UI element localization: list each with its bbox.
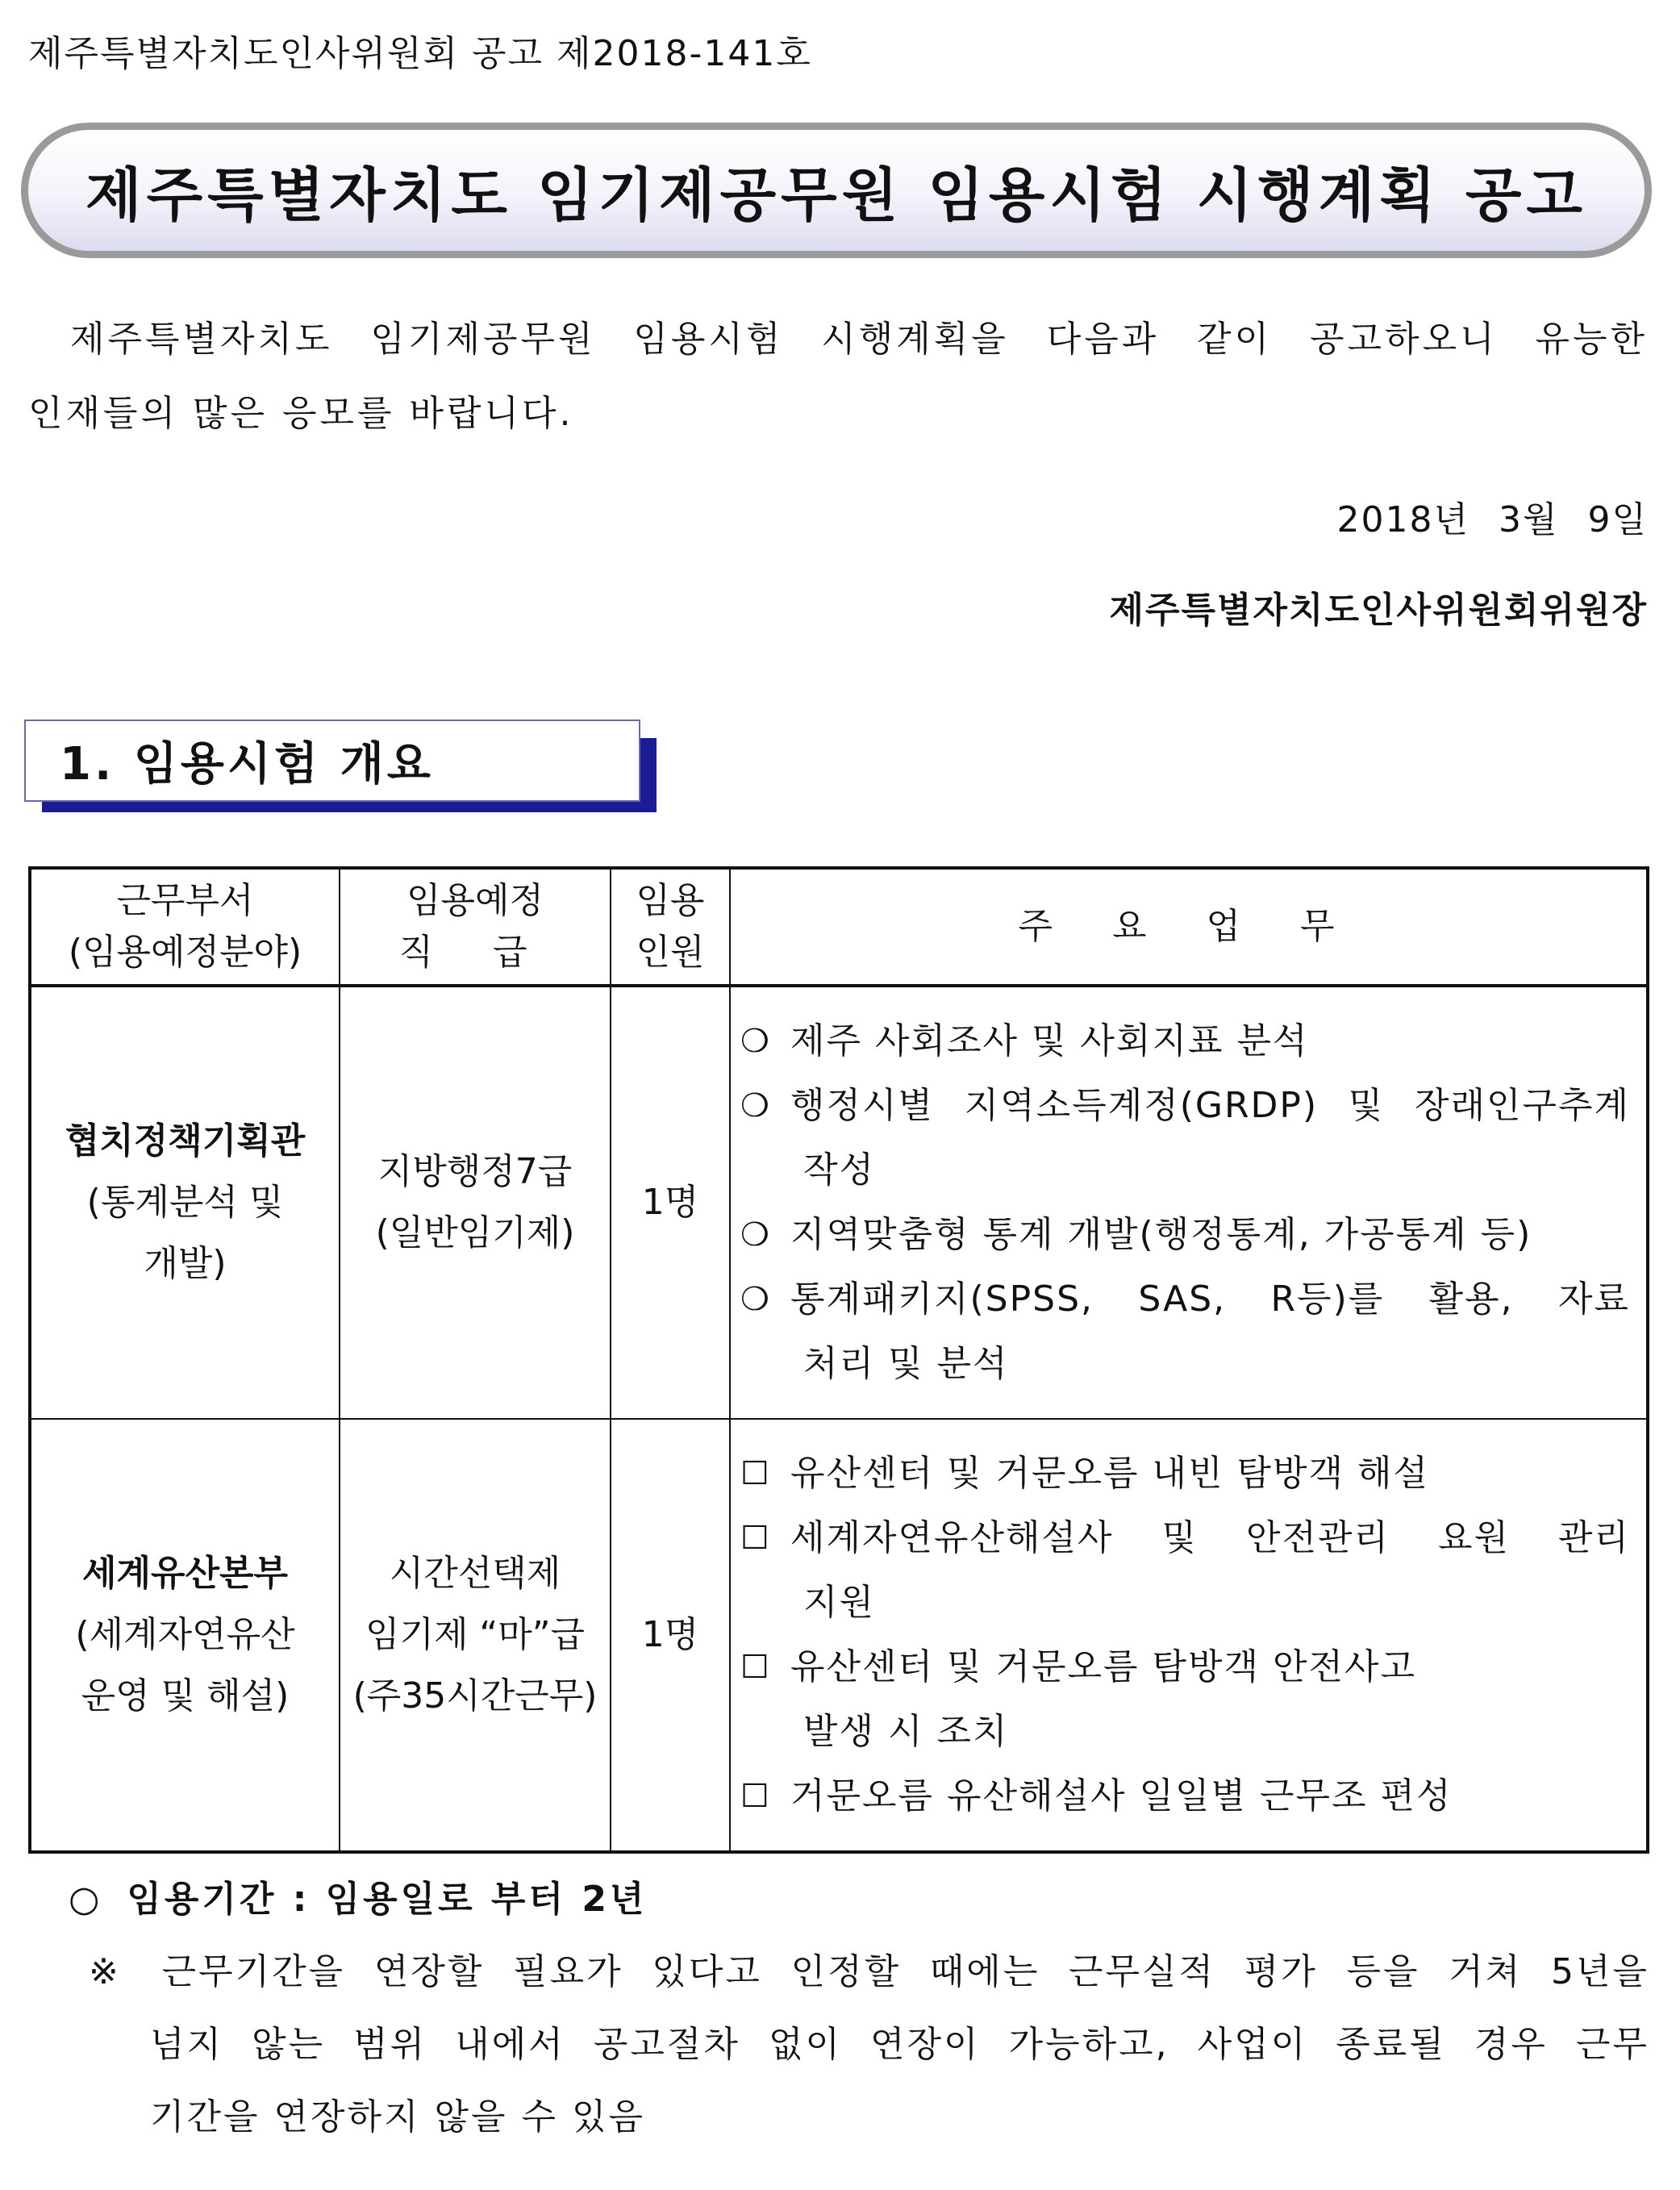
duty-item: ☐ 유산센터 및 거문오름 탐방객 안전사고: [740, 1635, 1630, 1700]
checkbox-bullet-icon: ☐: [740, 1520, 771, 1557]
issuer: 제주특별자치도인사위원회위원장: [1109, 590, 1648, 631]
checkbox-bullet-icon: ☐: [740, 1455, 771, 1492]
duty-item-continued: 지원: [803, 1582, 876, 1623]
table-row: [30, 1419, 1648, 1852]
table-header-row: [30, 868, 1648, 986]
circle-bullet-icon: ❍: [740, 1216, 771, 1254]
duty-item: ❍ 통계패키지(SPSS, SAS, R등)를 활용, 자료: [740, 1267, 1630, 1332]
checkbox-bullet-icon: ☐: [740, 1649, 771, 1686]
extension-note: [89, 1936, 1649, 2154]
row-duties: [730, 986, 1648, 1419]
checkbox-bullet-icon: ☐: [740, 1778, 771, 1815]
duty-item: ☐ 유산센터 및 거문오름 내빈 탐방객 해설: [740, 1441, 1630, 1506]
row-department: 협치정책기획관 (통계분석 및 개발): [30, 986, 340, 1419]
date-year: 2018년: [1336, 499, 1469, 540]
note-line-2: 넘지 않는 범위 내에서 공고절차 없이 연장이 가능하고, 사업이 종료될 경우 근무: [150, 2024, 1649, 2065]
circle-bullet-icon: ❍: [740, 1281, 771, 1318]
row-grade: 시간선택제 임기제 “마”급 (주35시간근무): [340, 1419, 611, 1852]
intro-paragraph: [28, 302, 1648, 451]
reference-mark-icon: ※: [89, 1951, 136, 1992]
title-banner: [21, 123, 1652, 258]
duty-item-continued: 작성: [803, 1149, 876, 1191]
intro-line-2: 인재들의 많은 응모를 바랍니다.: [28, 393, 574, 434]
date-day: 9일: [1587, 499, 1648, 540]
recruitment-table: [28, 866, 1649, 1854]
duty-item: ❍ 지역맞춤형 통계 개발(행정통계, 가공통계 등): [740, 1203, 1630, 1267]
circle-bullet-icon: ❍: [740, 1023, 771, 1060]
notice-number: 제주특별자치도인사위원회 공고 제2018-141호: [28, 33, 812, 74]
row-duties: [730, 1419, 1648, 1852]
row-department: 세계유산본부 (세계자연유산 운영 및 해설): [30, 1419, 340, 1852]
note-line-1: ※ 근무기간을 연장할 필요가 있다고 인정할 때에는 근무실적 평가 등을 거쳐 5년을: [89, 1951, 1649, 1992]
section-title: 1. 임용시험 개요: [60, 738, 434, 790]
header-count: 임용 인원: [611, 868, 730, 986]
notice-date: [1337, 490, 1648, 542]
header-department: 근무부서 (임용예정분야): [30, 868, 340, 986]
duty-item-continued: 처리 및 분석: [803, 1343, 1009, 1384]
duty-item: ☐ 거문오름 유산해설사 일일별 근무조 편성: [740, 1764, 1630, 1829]
header-grade: 임용예정 직 급: [340, 868, 611, 986]
duty-item: ☐ 세계자연유산해설사 및 안전관리 요원 관리: [740, 1506, 1630, 1571]
table-row: [30, 986, 1648, 1419]
circle-bullet-icon: ❍: [740, 1087, 771, 1124]
note-line-3: 기간을 연장하지 않을 수 있음: [150, 2096, 645, 2138]
row-count: 1명: [611, 986, 730, 1419]
section-heading: [24, 720, 640, 802]
duty-item-continued: 발생 시 조치: [803, 1711, 1009, 1752]
intro-line-1: 제주특별자치도 임기제공무원 임용시험 시행계획을 다음과 같이 공고하오니 유능한: [70, 319, 1648, 360]
circle-bullet-icon: ○: [69, 1879, 103, 1920]
row-grade: 지방행정7급 (일반임기제): [340, 986, 611, 1419]
page-title: 제주특별자치도 임기제공무원 임용시험 시행계획 공고: [85, 161, 1587, 229]
duty-item: ❍ 행정시별 지역소득계정(GRDP) 및 장래인구추계: [740, 1074, 1630, 1138]
date-month: 3월: [1499, 499, 1559, 540]
row-count: 1명: [611, 1419, 730, 1852]
header-duties: 주 요 업 무: [730, 868, 1648, 986]
appointment-period: ○ 임용기간 : 임용일로 부터 2년: [69, 1879, 648, 1920]
duty-item: ❍ 제주 사회조사 및 사회지표 분석: [740, 1009, 1630, 1074]
